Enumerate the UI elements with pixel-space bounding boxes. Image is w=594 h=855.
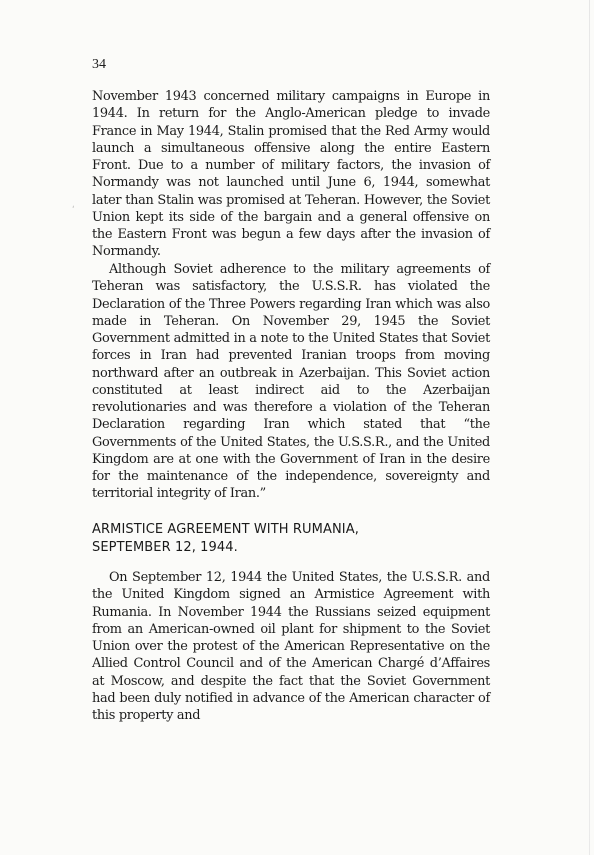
- page-number: 34: [92, 57, 106, 72]
- section-heading: [92, 521, 490, 557]
- paragraph-text: November 1943 concerned military campaigns in Europe in 1944. In return for the Anglo-American pledge to invade France in May 1944, Stalin promised that the Red Army would launch a simultaneous offensive along the entire Eastern Front. Due to a number of military factors, the invasion of Normandy was not launched until June 6, 1944, somewhat later than Stalin was promised at Teheran. However, the Soviet Union kept its side of the bargain and a general offensive on the Eastern Front was begun a few days after the invasion of Normandy.: [92, 89, 490, 260]
- paragraph-teheran-military: [92, 88, 490, 261]
- section-heading-line-1: ARMISTICE AGREEMENT WITH RUMANIA,: [92, 522, 359, 537]
- page-edge-shadow: [589, 0, 590, 855]
- paragraph-rumania-armistice: [92, 569, 490, 724]
- paragraph-iran-declaration: [92, 261, 490, 503]
- scan-speck: ʹ: [72, 206, 75, 216]
- section-heading-line-2: SEPTEMBER 12, 1944.: [92, 540, 238, 555]
- paragraph-text: On September 12, 1944 the United States, the U.S.S.R. and the United Kingdom signed an Armistice Agreement with Rumania. In November 1944 the Russians seized equipment from an American-owned oil plant for shipment to the Soviet Union over the protest of the American Representative on the Allied Control Council and of the American Chargé d’Affaires at Moscow, and despite the fact that the Soviet Government had been duly notified in advance of the American character of this property and: [92, 570, 490, 723]
- paragraph-text: Although Soviet adherence to the military agreements of Teheran was satisfactory, the U.S.S.R. has violated the Declaration of the Three Powers regarding Iran which was also made in Teheran. On November 29, 1945 the Soviet Government admitted in a note to the United States that Soviet forces in Iran had prevented Iranian troops from moving northward after an outbreak in Azerbaijan. This Soviet action constituted at least indirect aid to the Azerbaijan revolutionaries and was therefore a violation of the Teheran Declaration regarding Iran which stated that “the Governments of the United States, the U.S.S.R., and the United Kingdom are at one with the Government of Iran in the desire for the maintenance of the independence, sovereignty and territorial integrity of Iran.”: [92, 262, 490, 502]
